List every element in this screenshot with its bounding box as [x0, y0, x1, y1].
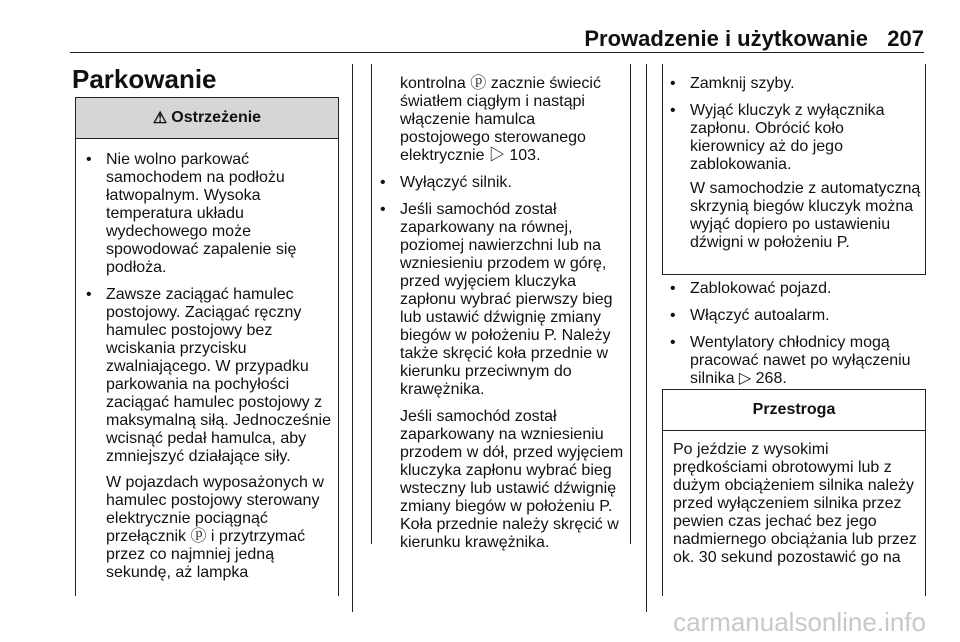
- page-header: [0, 0, 960, 56]
- warning-box-header: [76, 98, 338, 139]
- column-3: [666, 75, 922, 397]
- sub-paragraph: W samochodzie z automatyczną skrzynią biegów kluczyk można wyjąć dopiero po ustawieniu dźwigni w położeniu P.: [690, 180, 921, 251]
- section-title: Parkowanie: [72, 64, 217, 94]
- warning-triangle-icon: ⚠: [152, 110, 168, 127]
- continuation-paragraph: kontrolna ⓟ zacznie świecić światłem ciągłym i nastąpi włączenie hamulca postojowego sterowanego elektrycznie ▷ 103.: [400, 75, 601, 164]
- warning-box: [75, 97, 339, 596]
- warning-box-title: Ostrzeżenie: [171, 109, 262, 126]
- caution-box: [662, 389, 926, 596]
- column-2: [376, 75, 628, 552]
- list-item: • Wentylatory chłodnicy mogą pracować nawet po wyłączeniu silnika ▷ 268.: [666, 334, 922, 388]
- watermark: carmanualsonline.info: [673, 607, 926, 637]
- caution-box-body: [663, 431, 925, 567]
- caution-box-header: [663, 390, 925, 431]
- header-divider: [70, 52, 924, 53]
- list-item: • Nie wolno parkować samochodem na podłożu łatwopalnym. Wysoka temperatura układu wydechowego może spowodować zapalenie się podłoża.: [82, 151, 332, 277]
- caution-text: Po jeździe z wysokimi prędkościami obrotowymi lub z dużym obciążeniem silnika należy przed wyłączeniem silnika przez pewien czas jechać bez jego nadmiernego obciążania lub przez ok. 30 sekund pozostawić go na: [673, 441, 917, 566]
- column-divider: [646, 64, 647, 612]
- column-divider: [352, 64, 353, 612]
- caution-box-title: Przestroga: [752, 401, 836, 418]
- list-item: • Jeśli samochód został zaparkowany na równej, poziomej nawierzchni lub na wzniesieniu przodem w górę, przed wyjęciem kluczyka zapłonu wybrać pierwszy bieg lub ustawić dźwignię zmiany biegów w położeniu P. Należy także skręcić koła przednie w kierunku przeciwnym do krawężnika.: [376, 201, 628, 399]
- page-number: 207: [887, 26, 924, 51]
- list-item: • Zablokować pojazd.: [666, 280, 922, 298]
- header-title: Prowadzenie i użytkowanie: [584, 26, 868, 51]
- sub-paragraph: Jeśli samochód został zaparkowany na wzniesieniu przodem w dół, przed wyjęciem kluczyka zapłonu wybrać bieg wsteczny lub ustawić dźwignię zmiany biegów w położeniu P. Koła przednie należy skręcić w kierunku krawężnika.: [400, 408, 624, 551]
- list-item: • Zawsze zaciągać hamulec postojowy. Zaciągać ręczny hamulec postojowy bez wciskania przycisku zwalniającego. W przypadku parkowania na pochyłości zaciągać hamulec postojowy z maksymalną siłą. Jednocześnie wcisnąć pedał hamulca, aby zmniejszyć działające siły.: [82, 286, 332, 466]
- list-item: • Włączyć autoalarm.: [666, 307, 922, 325]
- column-rule: [371, 64, 372, 544]
- warning-box-body: [76, 139, 338, 582]
- column-rule: [630, 64, 631, 544]
- list-item: • Wyjąć kluczyk z wyłącznika zapłonu. Obrócić koło kierownicy aż do jego zablokowania.: [666, 102, 922, 174]
- list-item: • Zamknij szyby.: [666, 75, 922, 93]
- list-item: • Wyłączyć silnik.: [376, 174, 628, 192]
- warning-sub-paragraph: W pojazdach wyposażonych w hamulec postojowy sterowany elektrycznie pociągnąć przełącznik ⓟ i przytrzymać przez co najmniej jedną sekundę, aż lampka: [106, 474, 324, 581]
